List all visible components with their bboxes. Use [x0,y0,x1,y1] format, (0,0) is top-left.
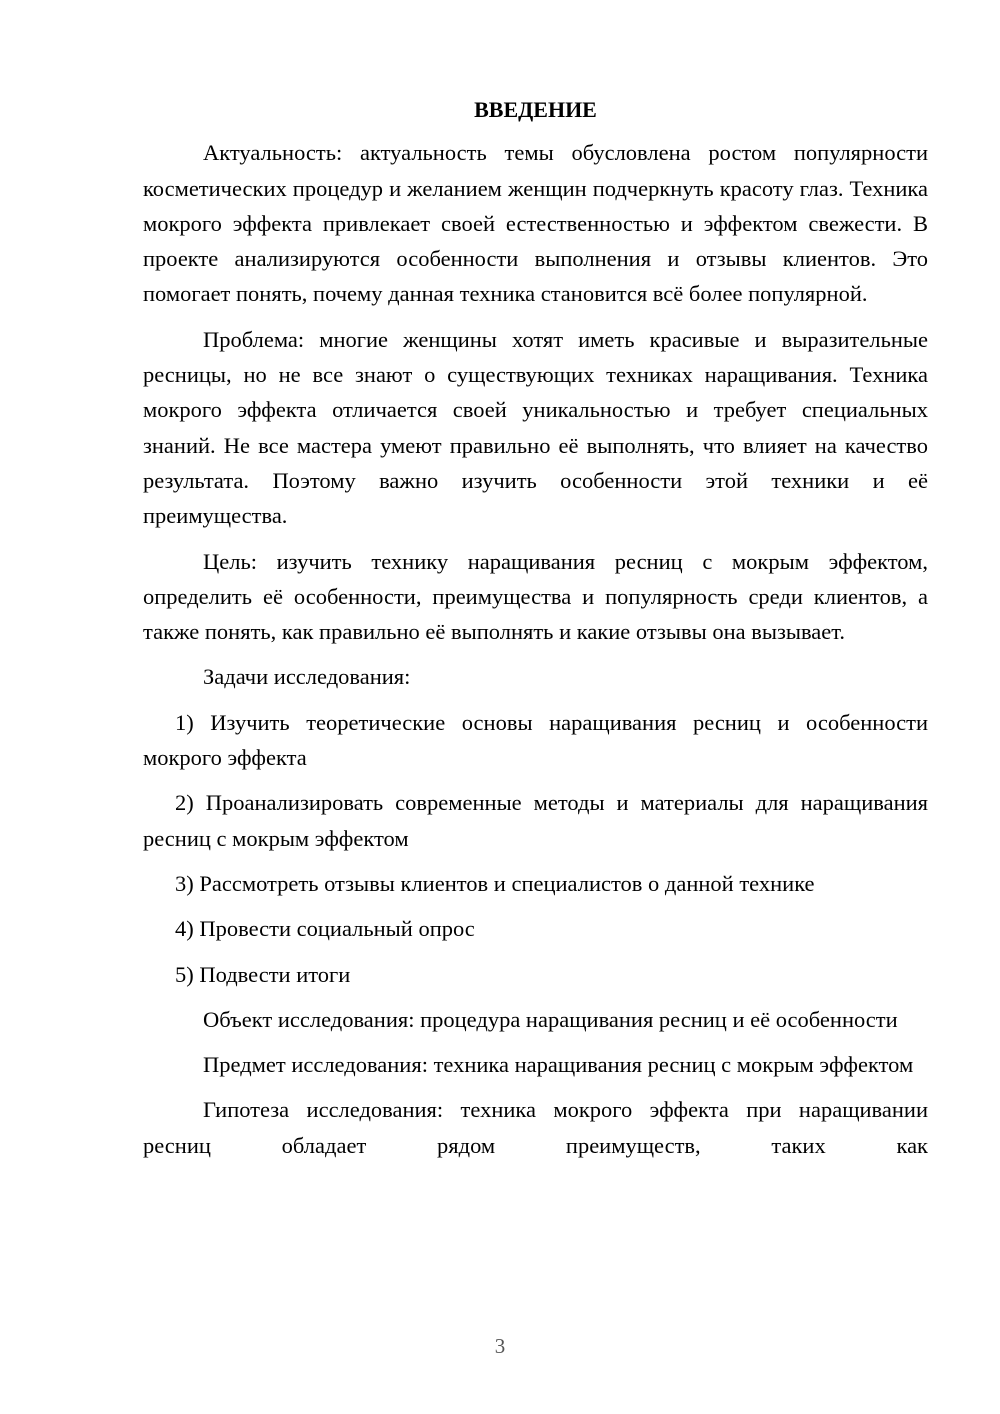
page-content [143,92,928,1163]
page-number: 3 [494,1334,506,1358]
task-item: 2) Проанализировать современные методы и материалы для наращивания ресниц с мокрым эффектом [143,790,928,851]
object-paragraph: Объект исследования: процедура наращивания ресниц и её особенности [203,1006,898,1032]
problem-paragraph: Проблема: многие женщины хотят иметь красивые и выразительные ресницы, но не все знают о существующих техниках наращивания. Техника мокрого эффекта отличается своей уникальностью и требует специальных знаний. Не все мастера умеют правильно её выполнять, что влияет на качество результата. Поэтому важно изучить особенности этой техники и её преимущества. [143,326,928,529]
hypothesis-paragraph: Гипотеза исследования: техника мокрого эффекта при наращивании ресниц обладает рядом преимуществ, таких как [143,1097,928,1158]
page-title: ВВЕДЕНИЕ [474,97,597,122]
tasks-heading: Задачи исследования: [203,664,411,690]
subject-paragraph: Предмет исследования: техника наращивания ресниц с мокрым эффектом [203,1052,914,1078]
task-item: 1) Изучить теоретические основы наращивания ресниц и особенности мокрого эффекта [143,709,928,771]
task-item: 4) Провести социальный опрос [175,916,475,942]
task-item: 5) Подвести итоги [175,961,351,987]
relevance-paragraph: Актуальность: актуальность темы обусловлена ростом популярности косметических процедур и желанием женщин подчеркнуть красоту глаз. Техника мокрого эффекта привлекает своей естественностью и эффектом свежести. В проекте анализируются особенности выполнения и отзывы клиентов. Это помогает понять, почему данная техника становится всё более популярной. [143,140,928,307]
goal-paragraph: Цель: изучить технику наращивания ресниц с мокрым эффектом, определить её особенности, преимущества и популярность среди клиентов, а также понять, как правильно её выполнять и какие отзывы она вызывает. [143,548,928,645]
task-item: 3) Рассмотреть отзывы клиентов и специалистов о данной технике [175,870,815,896]
